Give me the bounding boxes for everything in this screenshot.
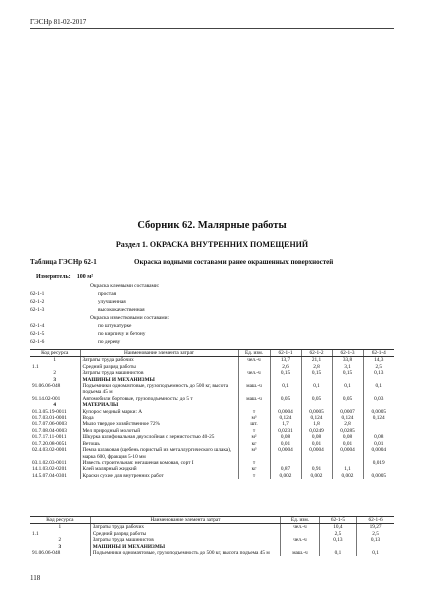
resource-code-cell: 3 xyxy=(58,543,62,550)
code-list-text: по кирпичу и бетону xyxy=(98,331,146,338)
code-list-text: высококачественная xyxy=(98,307,145,314)
value-cell: 14,3 xyxy=(363,357,394,364)
value-cell: 0,002 xyxy=(270,473,301,479)
resource-code-cell: 14.1.03.02-0201 xyxy=(32,466,67,473)
value-cell: 0,13 xyxy=(319,537,356,543)
section-title: Раздел 1. ОКРАСКА ВНУТРЕННИХ ПОМЕЩЕНИЙ xyxy=(115,240,309,249)
value-cell: 0,03 xyxy=(363,396,394,402)
value-cell: 0,0005 xyxy=(301,409,332,415)
unit-cell: шт. xyxy=(238,421,270,427)
code-list-text: Окраска известковыми составами: xyxy=(90,315,170,322)
resource-code-cell: 01.7.17.11-0011 xyxy=(32,434,67,441)
column-header: 62-1-1 xyxy=(270,350,301,357)
table-row xyxy=(30,357,394,364)
unit-cell: м² xyxy=(238,434,270,440)
code-list-code: 62-1-2 xyxy=(30,299,45,306)
resource-code-cell: 1 xyxy=(58,524,62,531)
resource-code-cell: 03.1.02.03-0011 xyxy=(32,459,67,466)
code-list-code: 62-1-6 xyxy=(30,339,45,346)
resource-name-cell: МАШИНЫ И МЕХАНИЗМЫ xyxy=(90,544,280,550)
measure-line xyxy=(36,274,93,280)
unit-cell: маш.-ч xyxy=(238,396,270,402)
resource-name-cell: Ветошь xyxy=(80,441,238,447)
column-header: Код ресурса xyxy=(30,517,90,524)
value-cell: 0,1 xyxy=(301,383,332,396)
value-cell: 0,1 xyxy=(270,383,301,396)
column-header: 62-1-2 xyxy=(301,350,332,357)
value-cell: 1,1 xyxy=(332,466,363,472)
unit-cell: м³ xyxy=(238,447,270,460)
resource-code-cell: 2 xyxy=(58,537,62,544)
resource-name-cell: Мыло твердое хозяйственное 72% xyxy=(80,421,238,427)
value-cell: 0,01 xyxy=(270,441,301,447)
resource-code-cell: 2 xyxy=(53,370,57,377)
table-header-row xyxy=(30,517,394,524)
value-cell: 0,08 xyxy=(270,434,301,440)
value-cell: 0,01 xyxy=(363,441,394,447)
column-header: 62-1-5 xyxy=(319,517,356,524)
column-header: 62-1-4 xyxy=(363,350,394,357)
resource-code-cell: 1 xyxy=(53,357,57,364)
resource-name-cell: Средний разряд работы xyxy=(80,364,238,370)
value-cell: 2,5 xyxy=(319,531,356,537)
resource-name-cell: Вода xyxy=(80,415,238,421)
value-cell: 0,124 xyxy=(270,415,301,421)
code-list-item xyxy=(30,282,169,290)
value-cell: 0,0004 xyxy=(332,447,363,460)
header-rule xyxy=(30,28,394,29)
resource-code-cell: 91.14.02-001 xyxy=(32,395,61,402)
resource-name-cell: Пемза шлаковая (щебень пористый из металлургического шлака), марка 600, фракция 5-10 мм xyxy=(80,447,238,460)
value-cell: 0,0285 xyxy=(332,428,363,434)
code-list xyxy=(30,282,169,346)
unit-cell: м³ xyxy=(238,415,270,421)
unit-cell: чел.-ч xyxy=(281,537,320,543)
value-cell: 0,1 xyxy=(363,383,394,396)
measure-label: Измеритель: xyxy=(36,274,71,280)
measure-value: 100 м² xyxy=(76,274,94,280)
column-header: 62-1-6 xyxy=(357,517,394,524)
value-cell: 0,0004 xyxy=(363,447,394,460)
resource-name-cell: Автомобили бортовые, грузоподъемность: до 5 т xyxy=(80,396,238,402)
value-cell: 0,124 xyxy=(363,415,394,421)
value-cell: 0,08 xyxy=(363,434,394,440)
value-cell: 2,8 xyxy=(301,364,332,370)
unit-cell: т xyxy=(238,460,270,466)
unit-cell: маш.-ч xyxy=(281,550,320,556)
code-list-code: 62-1-3 xyxy=(30,307,45,314)
resource-table-1 xyxy=(30,349,394,479)
code-list-item xyxy=(30,290,169,298)
value-cell: 0,0004 xyxy=(301,447,332,460)
resource-code-cell: 91.06.06-048 xyxy=(32,550,61,557)
resource-code-cell: 4 xyxy=(53,402,57,409)
value-cell: 0,0005 xyxy=(363,409,394,415)
unit-cell: т xyxy=(238,428,270,434)
resource-name-cell: Подъемники одномачтовые, грузоподъемность до 500 кг, высота подъема 45 м xyxy=(90,550,280,556)
value-cell: 0,05 xyxy=(301,396,332,402)
table-header-row xyxy=(30,350,394,357)
value-cell: 0,019 xyxy=(363,460,394,466)
code-list-code: 62-1-1 xyxy=(30,291,45,298)
value-cell: 0,0004 xyxy=(270,409,301,415)
value-cell: 0,13 xyxy=(357,537,394,543)
value-cell: 0,0249 xyxy=(301,428,332,434)
value-cell: 0,08 xyxy=(301,434,332,440)
table-row xyxy=(30,383,394,396)
column-header: Ед. изм. xyxy=(238,350,270,357)
table-row xyxy=(30,524,394,531)
code-list-item xyxy=(30,314,169,322)
resource-code-cell: 02.4.03.02-0001 xyxy=(32,447,67,454)
resource-name-cell: Клей малярный жидкий xyxy=(80,466,238,472)
resource-code-cell: 01.7.03.01-0001 xyxy=(32,415,67,422)
value-cell: 0,08 xyxy=(332,434,363,440)
resource-code-cell: 3 xyxy=(53,376,57,383)
value-cell: 0,1 xyxy=(332,383,363,396)
resource-name-cell: Средний разряд работы xyxy=(90,531,280,537)
resource-name-cell: Известь строительная: негашеная комовая, сорт I xyxy=(80,460,238,466)
resource-code-cell: 1.1 xyxy=(32,363,39,370)
value-cell: 0,87 xyxy=(270,466,301,472)
value-cell: 1,8 xyxy=(301,421,332,427)
code-list-code xyxy=(30,314,86,322)
resource-name-cell: Затраты труда машинистов xyxy=(90,537,280,543)
code-list-code: 62-1-5 xyxy=(30,331,45,338)
table-title: Окраска водными составами ранее окрашенных поверхностей xyxy=(134,258,334,266)
unit-cell: т xyxy=(238,473,270,479)
code-list-text: улучшенная xyxy=(98,299,126,306)
page-number: 118 xyxy=(30,574,41,582)
value-cell: 33,8 xyxy=(332,357,363,364)
code-list-text: простая xyxy=(98,291,117,298)
unit-cell: чел.-ч xyxy=(238,370,270,376)
table-id: Таблица ГЭСНр 62-1 xyxy=(30,258,97,266)
value-cell: 2,5 xyxy=(363,364,394,370)
value-cell: 0,002 xyxy=(332,473,363,479)
code-list-text: Окраска клеевыми составами: xyxy=(90,283,160,289)
code-list-code xyxy=(30,282,86,290)
resource-code-cell: 14.5.07.04-0301 xyxy=(32,472,67,479)
table-row xyxy=(30,550,394,556)
value-cell: 0,002 xyxy=(301,473,332,479)
value-cell: 2,6 xyxy=(270,364,301,370)
unit-cell: маш.-ч xyxy=(238,383,270,396)
resource-code-cell: 01.7.07.06-0003 xyxy=(32,421,67,428)
resource-name-cell: Шкурка шлифовальная двухслойная с зернистостью 40-25 xyxy=(80,434,238,440)
value-cell: 0,01 xyxy=(332,441,363,447)
resource-name-cell: Затраты труда рабочих xyxy=(90,524,280,531)
unit-cell: кг xyxy=(238,441,270,447)
value-cell: 0,01 xyxy=(301,441,332,447)
value-cell: 2,5 xyxy=(357,531,394,537)
value-cell: 0,15 xyxy=(301,370,332,376)
value-cell: 0,0007 xyxy=(332,409,363,415)
table-row xyxy=(30,473,394,479)
value-cell: 0,0005 xyxy=(363,473,394,479)
resource-name-cell: МАТЕРИАЛЫ xyxy=(80,402,238,408)
unit-cell: кг xyxy=(238,466,270,472)
resource-code-cell: 1.1 xyxy=(32,530,39,537)
resource-code-cell: 91.06.06-048 xyxy=(32,383,61,390)
value-cell: 0,15 xyxy=(332,370,363,376)
code-list-code: 62-1-4 xyxy=(30,323,45,330)
resource-code-cell: 01.7.08.04-0003 xyxy=(32,427,67,434)
code-list-item xyxy=(30,330,169,338)
unit-cell: чел.-ч xyxy=(238,357,270,364)
column-header: Код ресурса xyxy=(30,350,80,357)
value-cell: 0,13 xyxy=(363,370,394,376)
unit-cell: т xyxy=(238,409,270,415)
value-cell: 13,7 xyxy=(270,357,301,364)
table-heading xyxy=(30,258,333,266)
table-row xyxy=(30,447,394,460)
unit-cell: чел.-ч xyxy=(281,524,320,531)
column-header: 62-1-3 xyxy=(332,350,363,357)
value-cell: 0,124 xyxy=(301,415,332,421)
value-cell: 10,4 xyxy=(319,524,356,531)
code-list-item xyxy=(30,322,169,330)
code-list-item xyxy=(30,298,169,306)
value-cell: 2,8 xyxy=(332,421,363,427)
resource-code-cell: 01.7.20.08-0051 xyxy=(32,440,67,447)
value-cell: 0,15 xyxy=(270,370,301,376)
column-header: Наименование элемента затрат xyxy=(80,350,238,357)
value-cell: 0,05 xyxy=(270,396,301,402)
value-cell: 19,27 xyxy=(357,524,394,531)
resource-name-cell: МАШИНЫ И МЕХАНИЗМЫ xyxy=(80,377,238,383)
resource-name-cell: Подъемники одномачтовые, грузоподъемность до 500 кг, высота подъема 45 м xyxy=(80,383,238,396)
value-cell: 0,124 xyxy=(332,415,363,421)
resource-name-cell: Затраты труда машинистов xyxy=(80,370,238,376)
resource-name-cell: Затраты труда рабочих xyxy=(80,357,238,364)
value-cell: 3,1 xyxy=(332,364,363,370)
value-cell: 1,7 xyxy=(270,421,301,427)
column-header: Ед. изм. xyxy=(281,517,320,524)
value-cell: 0,91 xyxy=(301,466,332,472)
resource-code-cell: 01.3.05.19-0011 xyxy=(32,408,67,415)
code-list-text: по дереву xyxy=(98,339,121,346)
resource-name-cell: Купорос медный марки: А xyxy=(80,409,238,415)
value-cell: 0,05 xyxy=(332,396,363,402)
value-cell: 21,1 xyxy=(301,357,332,364)
collection-title: Сборник 62. Малярные работы xyxy=(137,220,287,231)
resource-table-2 xyxy=(30,516,394,556)
resource-name-cell: Мел природный молотый xyxy=(80,428,238,434)
code-list-item xyxy=(30,338,169,346)
column-header: Наименование элемента затрат xyxy=(90,517,280,524)
code-list-item xyxy=(30,306,169,314)
value-cell: 0,1 xyxy=(319,550,356,556)
resource-name-cell: Краски сухие для внутренних работ xyxy=(80,473,238,479)
value-cell: 0,1 xyxy=(357,550,394,556)
value-cell: 0,0004 xyxy=(270,447,301,460)
code-list-text: по штукатурке xyxy=(98,323,132,330)
value-cell: 0,0231 xyxy=(270,428,301,434)
running-header: ГЭСНр 81-02-2017 xyxy=(30,18,87,26)
